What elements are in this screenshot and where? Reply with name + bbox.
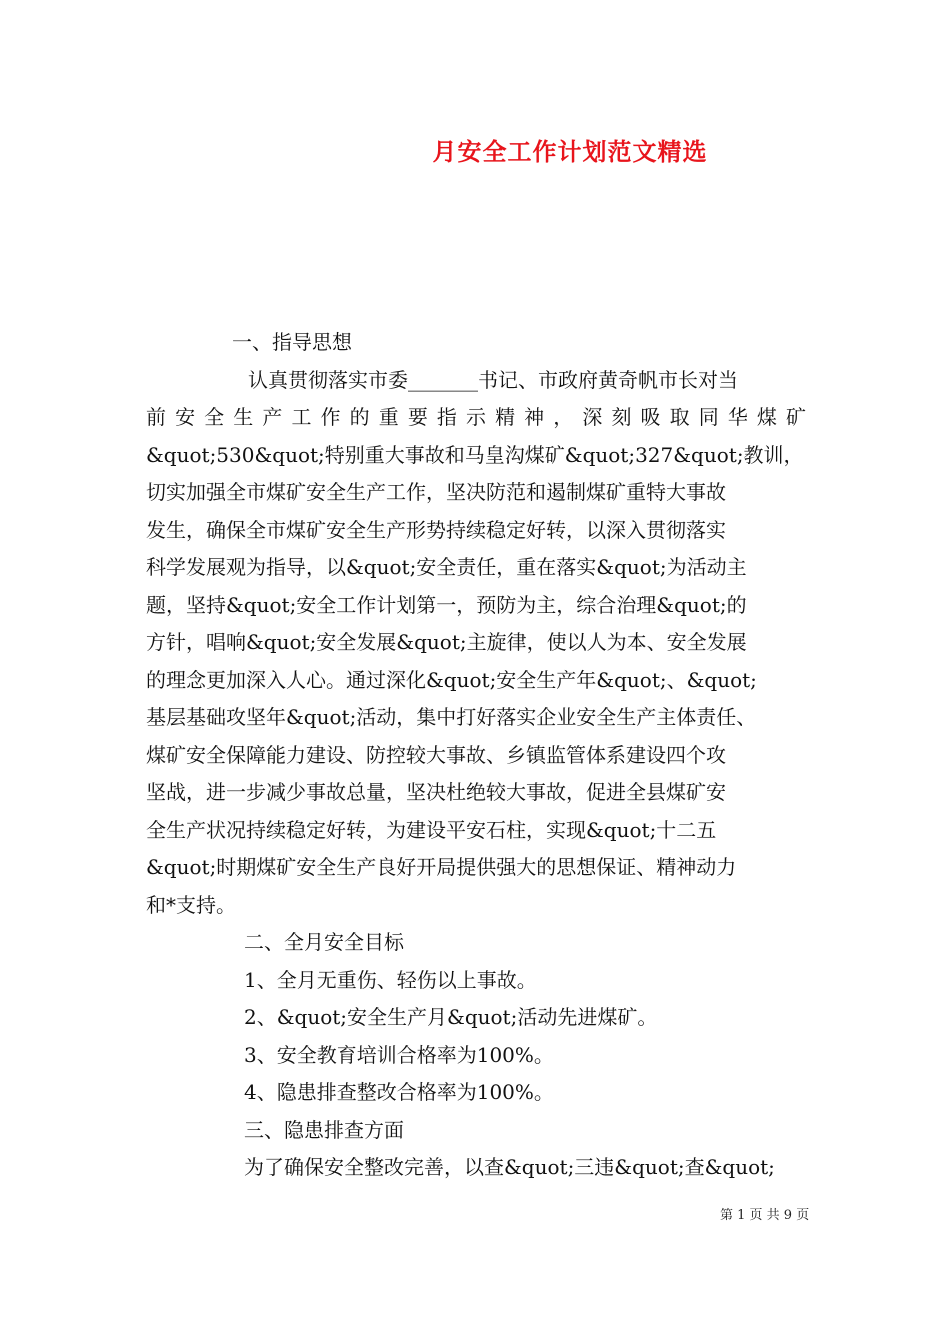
paragraph-line: 认真贯彻落实市委_______书记、市政府黄奇帆市长对当: [248, 367, 738, 392]
section-heading-2: 二、全月安全目标: [244, 930, 404, 954]
goal-item: 4、隐患排查整改合格率为100%。: [244, 1080, 554, 1104]
paragraph-line: 前安全生产工作的重要指示精神，深刻吸取同华煤矿: [146, 405, 806, 429]
paragraph-line: 和*支持。: [146, 892, 236, 917]
goal-item: 2、&quot;安全生产月&quot;活动先进煤矿。: [244, 1005, 658, 1029]
section-heading-1: 一、指导思想: [232, 330, 352, 354]
goal-item: 1、全月无重伤、轻伤以上事故。: [244, 967, 537, 992]
paragraph-line: 科学发展观为指导，以&quot;安全责任，重在落实&quot;为活动主: [146, 555, 747, 579]
paragraph-line: 煤矿安全保障能力建设、防控较大事故、乡镇监管体系建设四个攻: [146, 742, 726, 767]
document-title: 月安全工作计划范文精选: [432, 137, 708, 166]
paragraph-line: 全生产状况持续稳定好转，为建设平安石柱，实现&quot;十二五: [146, 817, 717, 842]
document-body: [146, 324, 806, 1187]
section-heading-3: 三、隐患排查方面: [244, 1117, 404, 1142]
page-footer: 第 1 页 共 9 页: [720, 1208, 810, 1223]
paragraph-line: &quot;530&quot;特别重大事故和马皇沟煤矿&quot;327&quot;教训，: [146, 442, 804, 467]
goal-item: 3、安全教育培训合格率为100%。: [244, 1042, 554, 1067]
paragraph-line: 发生，确保全市煤矿安全生产形势持续稳定好转，以深入贯彻落实: [146, 517, 726, 542]
paragraph-line: 坚战，进一步减少事故总量，坚决杜绝较大事故，促进全县煤矿安: [146, 780, 726, 804]
paragraph-line: 题，坚持&quot;安全工作计划第一，预防为主，综合治理&quot;的: [146, 592, 747, 617]
paragraph-line: &quot;时期煤矿安全生产良好开局提供强大的思想保证、精神动力: [146, 855, 737, 879]
paragraph-line: 切实加强全市煤矿安全生产工作，坚决防范和遏制煤矿重特大事故: [146, 480, 726, 504]
paragraph-line: 方针，唱响&quot;安全发展&quot;主旋律，使以人为本、安全发展: [146, 630, 747, 654]
paragraph-line: 为了确保安全整改完善，以查&quot;三违&quot;查&quot;: [244, 1155, 775, 1179]
paragraph-line: 的理念更加深入人心。通过深化&quot;安全生产年&quot;、&quot;: [146, 667, 757, 692]
paragraph-line: 基层基础攻坚年&quot;活动，集中打好落实企业安全生产主体责任、: [146, 705, 757, 729]
